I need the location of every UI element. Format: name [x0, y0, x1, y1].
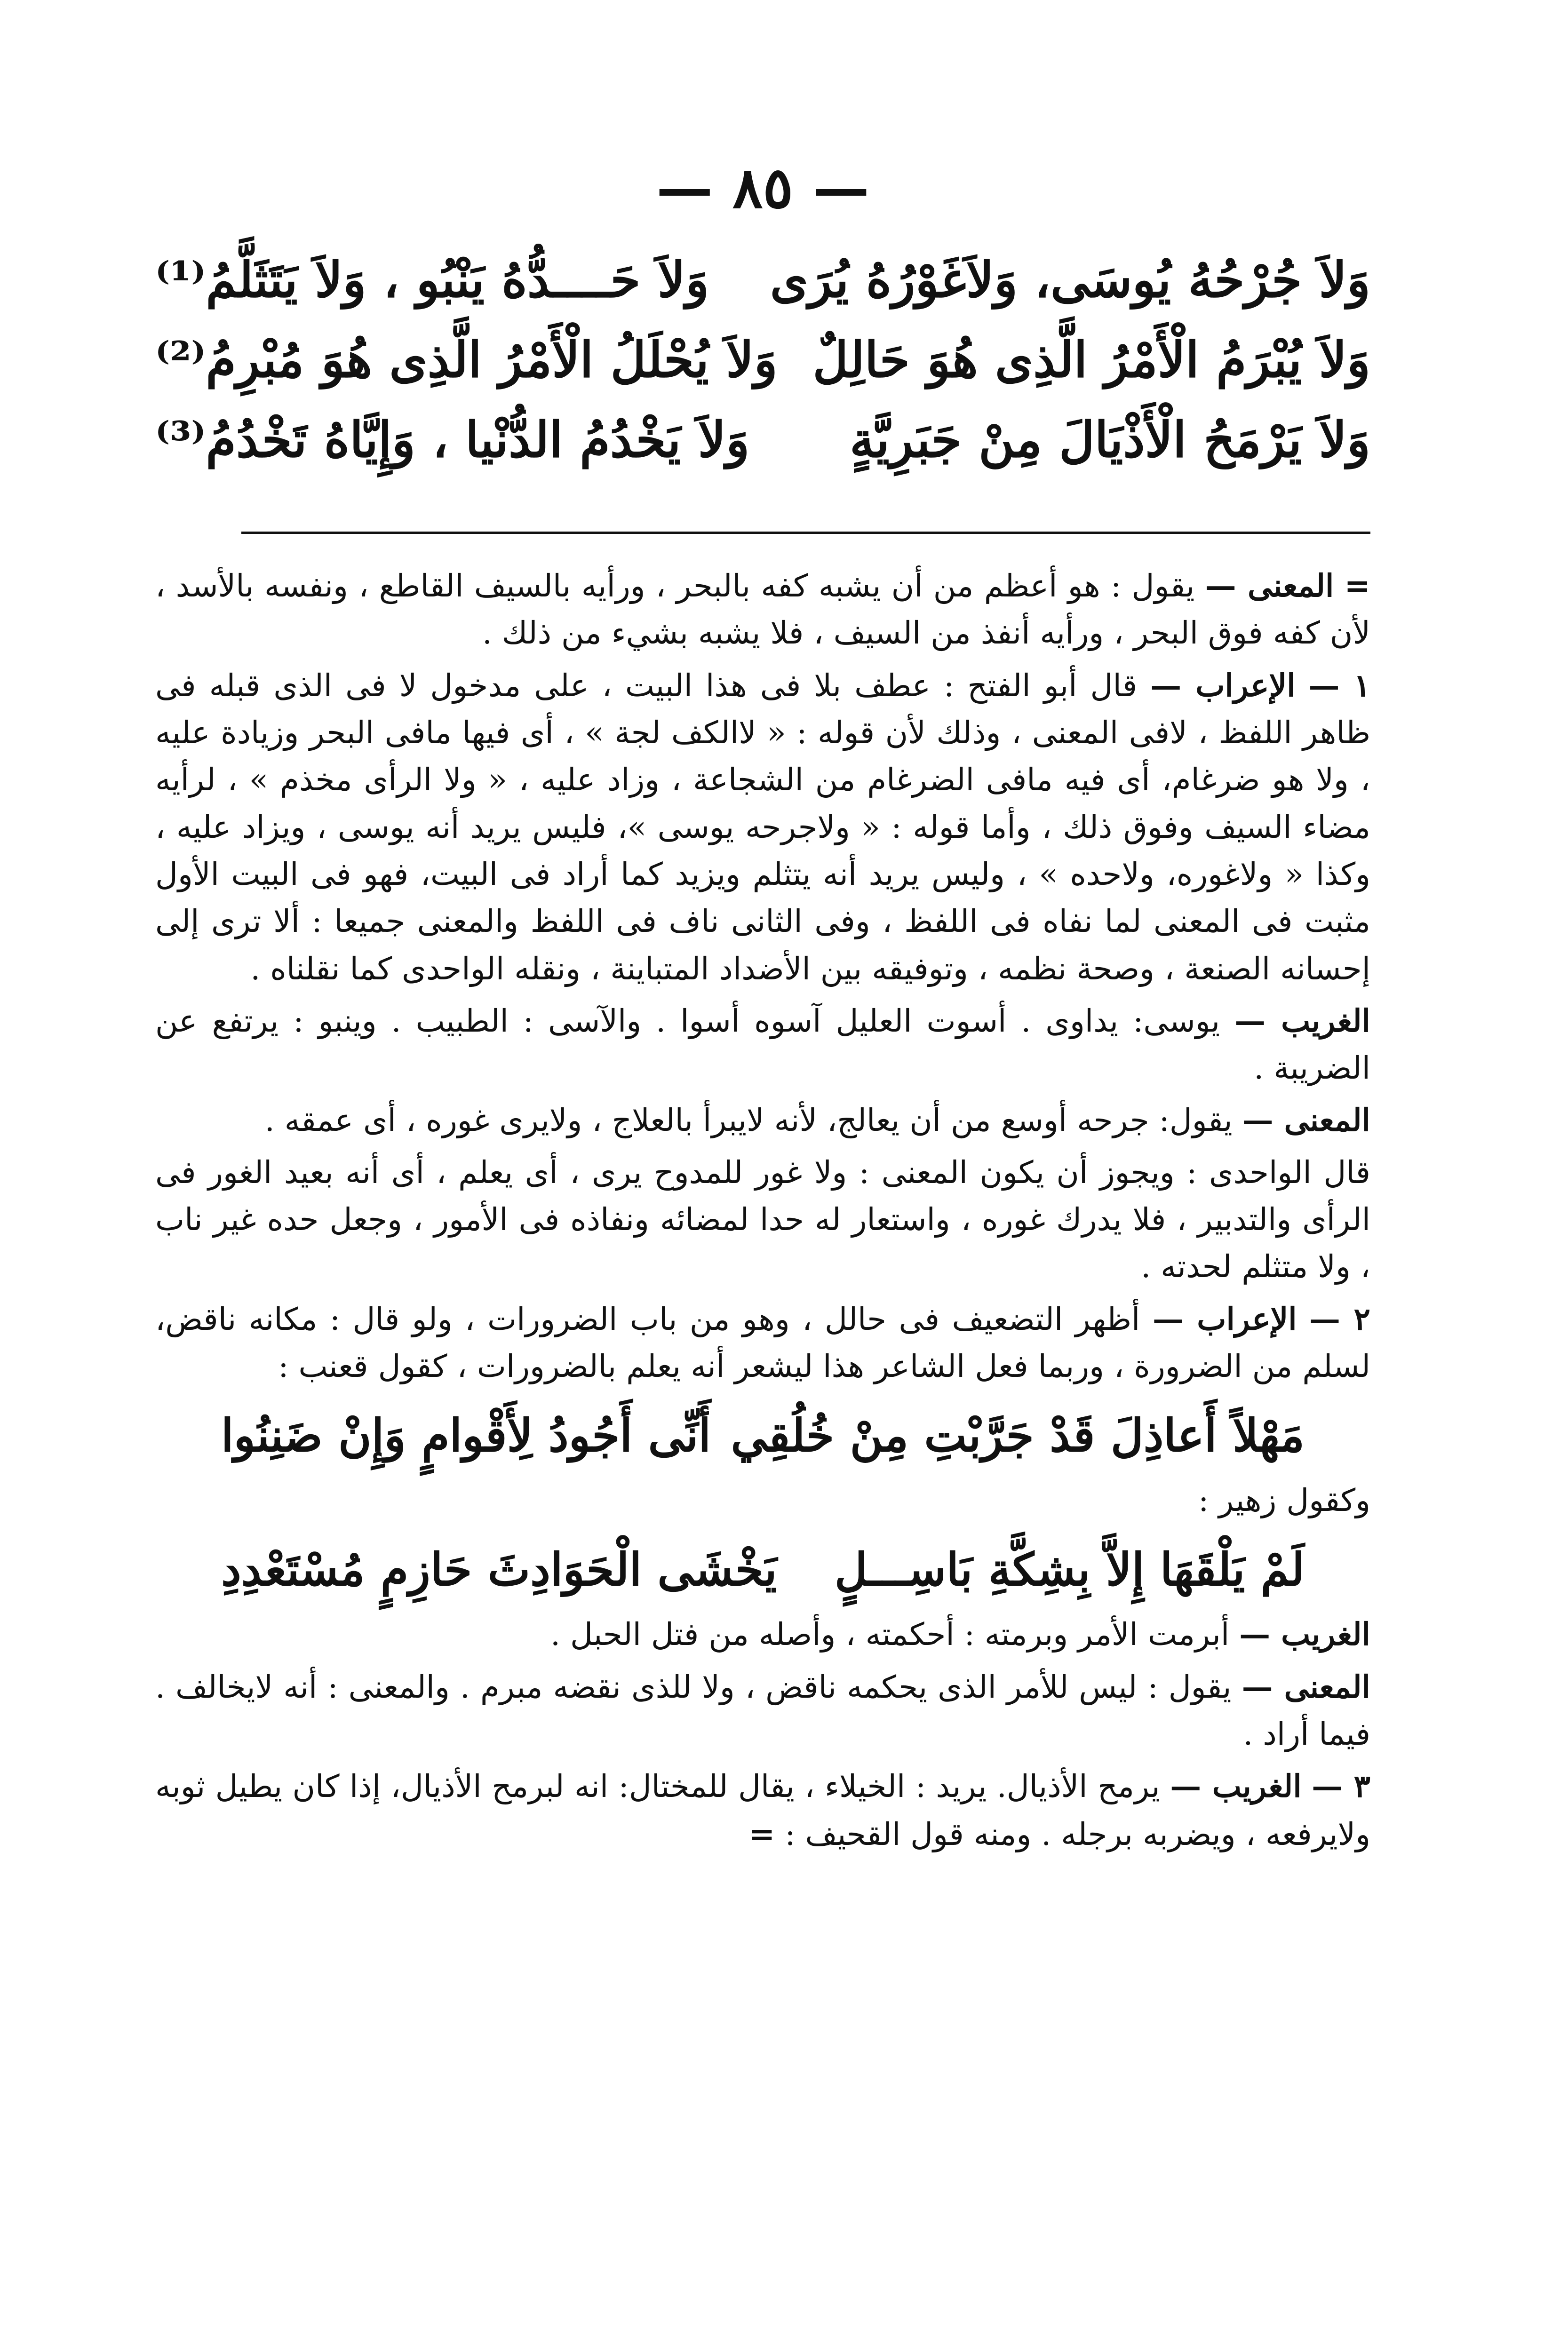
section-label: الغريب —	[1239, 1616, 1370, 1653]
commentary-paragraph	[155, 1663, 1370, 1758]
section-label: المعنى —	[1242, 1668, 1370, 1705]
verse-second-hemistich: وَلاَ يُحْلَلُ الْأَمْرُ الَّذِى هُوَ مُبْرِمُ⁽²⁾	[155, 331, 778, 389]
verse-first-hemistich: وَلاَ يَرْمَحُ الْأَذْيَالَ مِنْ جَبَرِيَّةٍ	[850, 411, 1370, 469]
commentary-paragraph	[155, 1763, 1370, 1858]
verse-second-hemistich: وَلاَ يَخْدُمُ الدُّنْيا ، وَإِيَّاهُ تَخْدُمُ⁽³⁾	[155, 411, 750, 469]
commentary-paragraph	[155, 997, 1370, 1092]
verse-second-hemistich: وَلاَ حَــــدُّهُ يَنْبُو ، وَلاَ يَتَثَلَّمُ⁽¹⁾	[155, 251, 709, 309]
section-label: الغريب —	[1170, 1768, 1302, 1805]
section-label: الإعراب —	[1152, 1300, 1297, 1337]
quoted-first-hemistich: لَمْ يَلْقَهَا إِلاَّ بِشِكَّةِ بَاسِـــلٍ	[834, 1543, 1305, 1597]
commentary-paragraph	[155, 1477, 1370, 1524]
paragraph-text: قال أبو الفتح : عطف بلا فى هذا البيت ، على مدخول لا فى الذى قبله فى ظاهر اللفظ ، لافى المعنى ، وذلك لأن قوله : « لاالكف لجة » ، أى فيها مافى البحر وزيادة عليه ، ولا هو ضرغام، أى فيه مافى الضرغام من الشجاعة ، وزاد عليه ، « ولا الرأى مخذم » ، لرأيه مضاء السيف وفوق ذلك ، وأما قوله : « ولاجرحه يوسى »، فليس يريد أنه يوسى ، ويزاد عليه ، وكذا « ولاغوره، ولاحده » ، وليس يريد أنه يتثلم ويزيد كما أراد فى البيت، فهو فى البيت الأول مثبت فى المعنى لما نفاه فى اللفظ ، وفى الثانى ناف فى اللفظ والمعنى جميعا : ألا ترى إلى إحسانه الصنعة ، وصحة نظمه ، وتوفيقه بين الأضداد المتباينة ، ونقله الواحدى كما نقلناه .	[155, 667, 1370, 987]
paragraph-text: أظهر التضعيف فى حالل ، وهو من باب الضرورات ، ولو قال : مكانه ناقض، لسلم من الضرورة ، وربما فعل الشاعر هذا ليشعر أنه يعلم بالضرورات ، كقول قعنب :	[155, 1301, 1370, 1384]
verse-line	[155, 409, 1370, 489]
commentary-paragraph	[155, 1097, 1370, 1144]
section-label: المعنى —	[1205, 567, 1334, 604]
page-number: — ٨٥ —	[656, 155, 869, 221]
commentary-paragraph	[155, 1611, 1370, 1658]
paragraph-text: أبرمت الأمر وبرمته : أحكمته ، وأصله من فتل الحبل .	[550, 1616, 1240, 1653]
note-number: ٢ —	[1309, 1300, 1370, 1337]
note-number: ٣ —	[1312, 1768, 1370, 1805]
note-number: ١ —	[1308, 667, 1370, 704]
quoted-first-hemistich: مَهْلاً أَعاذِلَ قَدْ جَرَّبْتِ مِنْ خُلُقِي	[731, 1409, 1305, 1462]
continuation-marker: =	[1344, 567, 1370, 604]
verse-line	[155, 329, 1370, 409]
paragraph-text: يوسى: يداوى . أسوت العليل آسوه أسوا . والآسى : الطبيب . وينبو : يرتفع عن الضريبة .	[155, 1002, 1370, 1087]
verse-first-hemistich: وَلاَ جُرْحُهُ يُوسَى، وَلاَغَوْرُهُ يُرَى	[770, 251, 1370, 309]
verse-first-hemistich: وَلاَ يُبْرَمُ الْأَمْرُ الَّذِى هُوَ حَالِلٌ	[812, 331, 1370, 389]
paragraph-text: قال الواحدى : ويجوز أن يكون المعنى : ولا غور للمدوح يرى ، أى يعلم ، أى أنه بعيد الغور فى الرأى والتدبير ، فلا يدرك غوره ، واستعار له حدا لمضائه ونفاذه فى الأمور ، وجعل حده غير ناب ، ولا متثلم لحدته .	[155, 1154, 1370, 1285]
section-label: الإعراب —	[1150, 667, 1296, 704]
section-label: الغريب —	[1234, 1002, 1370, 1039]
commentary-paragraph	[155, 1295, 1370, 1391]
paragraph-text: يقول: جرحه أوسع من أن يعالج، لأنه لايبرأ بالعلاج ، ولايرى غوره ، أى عمقه .	[264, 1102, 1242, 1139]
section-label: المعنى —	[1242, 1102, 1370, 1139]
footnote-divider	[241, 532, 1370, 534]
quoted-second-hemistich: أَنِّى أَجُودُ لِأَقْوامٍ وَإِنْ ضَنِنُوا	[221, 1409, 711, 1462]
commentary	[155, 562, 1370, 1858]
quoted-verse	[155, 1529, 1370, 1611]
quoted-second-hemistich: يَخْشَى الْحَوَادِثَ حَازِمٍ مُسْتَعْدِدِ	[221, 1543, 777, 1597]
paragraph-text: يقول : هو أعظم من أن يشبه كفه بالبحر ، ورأيه بالسيف القاطع ، ونفسه بالأسد ، لأن كفه فوق البحر ، ورأيه أنفذ من السيف ، فلا يشبه بشيء من ذلك .	[155, 568, 1370, 652]
commentary-paragraph	[155, 662, 1370, 993]
commentary-paragraph	[155, 562, 1370, 657]
commentary-paragraph	[155, 1149, 1370, 1291]
verse-line	[155, 249, 1370, 329]
quoted-verse	[155, 1395, 1370, 1477]
paragraph-text: وكقول زهير :	[1198, 1482, 1370, 1518]
paragraph-text: يقول : ليس للأمر الذى يحكمه ناقض ، ولا للذى نقضه مبرم . والمعنى : أنه لايخالف . فيما أراد .	[155, 1669, 1370, 1753]
continuation-marker: =	[749, 1815, 775, 1852]
paragraph-text: يرمح الأذيال. يريد : الخيلاء ، يقال للمختال: انه لبرمح الأذيال، إذا كان يطيل ثوبه ولايرفعه ، ويضربه برجله . ومنه قول القحيف :	[155, 1768, 1370, 1852]
poem-verses	[155, 249, 1370, 489]
